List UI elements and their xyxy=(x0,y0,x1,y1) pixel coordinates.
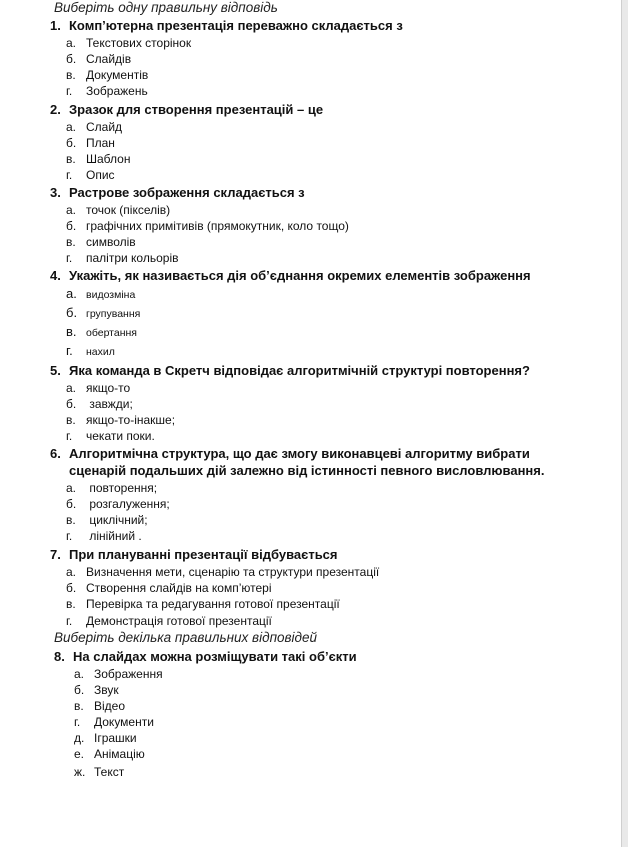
option-text: Визначення мети, сценарію та структури презентації xyxy=(86,565,380,579)
option xyxy=(74,683,119,697)
option-letter: а. xyxy=(66,481,77,495)
option xyxy=(66,168,115,182)
option-text: Документи xyxy=(94,715,154,729)
option xyxy=(66,68,148,82)
option-letter: г. xyxy=(66,614,73,628)
question-1 xyxy=(50,17,403,34)
option-text: Текстових сторінок xyxy=(86,36,192,50)
option-text: розгалуження; xyxy=(86,497,170,511)
option-letter: а. xyxy=(66,120,77,134)
question-7 xyxy=(50,546,338,563)
option xyxy=(66,614,272,628)
question-text: Алгоритмічна структура, що дає змогу виконавцеві алгоритму вибрати xyxy=(69,446,530,461)
question-number: 2. xyxy=(50,102,61,117)
question-number: 8. xyxy=(54,649,65,664)
option xyxy=(66,497,170,511)
option-letter: г. xyxy=(66,343,73,358)
question-number: 7. xyxy=(50,547,61,562)
question-text: Яка команда в Скретч відповідає алгоритмічній структурі повторення? xyxy=(69,363,530,378)
option xyxy=(66,287,135,302)
question-2 xyxy=(50,101,323,118)
option-letter: б. xyxy=(66,52,77,66)
option xyxy=(74,715,154,729)
page-edge xyxy=(621,0,628,847)
question-6 xyxy=(50,445,544,479)
option-text: лінійний . xyxy=(86,529,142,543)
option xyxy=(66,325,137,340)
option-letter: в. xyxy=(66,152,76,166)
option-text: символів xyxy=(86,235,136,249)
option xyxy=(74,765,124,779)
option-letter: г. xyxy=(66,429,73,443)
option-letter: в. xyxy=(66,597,76,611)
option-letter: в. xyxy=(74,699,84,713)
option xyxy=(66,306,140,321)
question-number: 6. xyxy=(50,446,61,461)
option xyxy=(66,529,142,543)
option-letter: б. xyxy=(66,219,77,233)
option xyxy=(66,36,191,50)
option-text: палітри кольорів xyxy=(86,251,179,265)
option-letter: г. xyxy=(66,529,73,543)
option-text: циклічний; xyxy=(86,513,148,527)
question-text: Укажіть, як називається дія об’єднання окремих елементів зображення xyxy=(69,268,531,283)
option-text: якщо-то-інакше; xyxy=(86,413,176,427)
option-letter: б. xyxy=(66,497,77,511)
option-letter: а. xyxy=(66,203,77,217)
option-text: точок (пікселів) xyxy=(86,203,171,217)
option-letter: г. xyxy=(66,168,73,182)
option xyxy=(66,581,271,595)
option-letter: в. xyxy=(66,235,76,249)
question-text: Растрове зображення складається з xyxy=(69,185,305,200)
question-text: На слайдах можна розміщувати такі об’єкти xyxy=(73,649,357,664)
option-letter: а. xyxy=(74,667,85,681)
option xyxy=(66,413,175,427)
option xyxy=(66,136,115,150)
section-title-multiple: Виберіть декілька правильних відповідей xyxy=(54,630,318,645)
option-text: повторення; xyxy=(86,481,158,495)
option-letter: а. xyxy=(66,36,77,50)
option xyxy=(74,667,163,681)
question-text: Зразок для створення презентацій – це xyxy=(69,102,324,117)
question-4 xyxy=(50,267,531,284)
question-number: 1. xyxy=(50,18,61,33)
option xyxy=(66,344,115,359)
option-text: графічних примітивів (прямокутник, коло тощо) xyxy=(86,219,349,233)
option-letter: а. xyxy=(66,565,77,579)
option xyxy=(66,235,136,249)
option-letter: б. xyxy=(66,136,77,150)
option-letter: б. xyxy=(66,581,77,595)
option-letter: г. xyxy=(66,84,73,98)
option xyxy=(66,219,349,233)
option xyxy=(66,565,379,579)
option-text: групування xyxy=(86,308,141,320)
option-text: Демонстрація готової презентації xyxy=(86,614,272,628)
option-letter: б. xyxy=(66,305,78,320)
option-letter: г. xyxy=(74,715,81,729)
option xyxy=(66,513,148,527)
question-text: Комп’ютерна презентація переважно складається з xyxy=(69,18,403,33)
option xyxy=(66,397,133,411)
option xyxy=(66,251,178,265)
option-text: Опис xyxy=(86,168,115,182)
option-text: завжди; xyxy=(86,397,133,411)
option-text: Іграшки xyxy=(94,731,137,745)
option-letter: а. xyxy=(66,286,77,301)
option xyxy=(66,481,157,495)
option-text: Зображення xyxy=(94,667,163,681)
option xyxy=(66,381,130,395)
option-text: Зображень xyxy=(86,84,148,98)
option-text: нахил xyxy=(86,346,115,358)
option xyxy=(66,597,340,611)
section-title-single: Виберіть одну правильну відповідь xyxy=(54,0,278,15)
option-text: Відео xyxy=(94,699,126,713)
option-text: План xyxy=(86,136,115,150)
option xyxy=(74,731,137,745)
option-text: Звук xyxy=(94,683,119,697)
option-text: Анімацію xyxy=(94,747,145,761)
option-text: Текст xyxy=(94,765,125,779)
question-text: При плануванні презентації відбувається xyxy=(69,547,338,562)
option-text: чекати поки. xyxy=(86,429,155,443)
option-letter: в. xyxy=(66,68,76,82)
question-number: 3. xyxy=(50,185,61,200)
option xyxy=(66,203,170,217)
option-text: Документів xyxy=(86,68,149,82)
question-3 xyxy=(50,184,305,201)
option-letter: а. xyxy=(66,381,77,395)
option xyxy=(66,84,148,98)
question-number: 5. xyxy=(50,363,61,378)
option xyxy=(74,699,125,713)
option-text: обертання xyxy=(86,327,137,339)
question-8 xyxy=(54,648,357,665)
option-text: Слайдів xyxy=(86,52,132,66)
option-text: Шаблон xyxy=(86,152,131,166)
option-letter: д. xyxy=(74,731,85,745)
option-text: Слайд xyxy=(86,120,123,134)
option-letter: в. xyxy=(66,513,76,527)
option-letter: е. xyxy=(74,747,85,761)
option-letter: в. xyxy=(66,324,77,339)
option-letter: г. xyxy=(66,251,73,265)
option-text: Створення слайдів на комп’ютері xyxy=(86,581,272,595)
question-text-continued: сценарій подальших дій залежно від істинності певного висловлювання. xyxy=(69,463,545,478)
option-text: Перевірка та редагування готової презентації xyxy=(86,597,340,611)
option-text: якщо-то xyxy=(86,381,131,395)
question-number: 4. xyxy=(50,268,61,283)
option xyxy=(66,120,122,134)
option xyxy=(66,429,155,443)
option xyxy=(74,747,145,761)
option xyxy=(66,152,130,166)
option-letter: ж. xyxy=(74,765,86,779)
question-5 xyxy=(50,362,530,379)
option-letter: б. xyxy=(74,683,85,697)
option-letter: в. xyxy=(66,413,76,427)
option-letter: б. xyxy=(66,397,77,411)
option-text: видозміна xyxy=(86,289,136,301)
option xyxy=(66,52,131,66)
